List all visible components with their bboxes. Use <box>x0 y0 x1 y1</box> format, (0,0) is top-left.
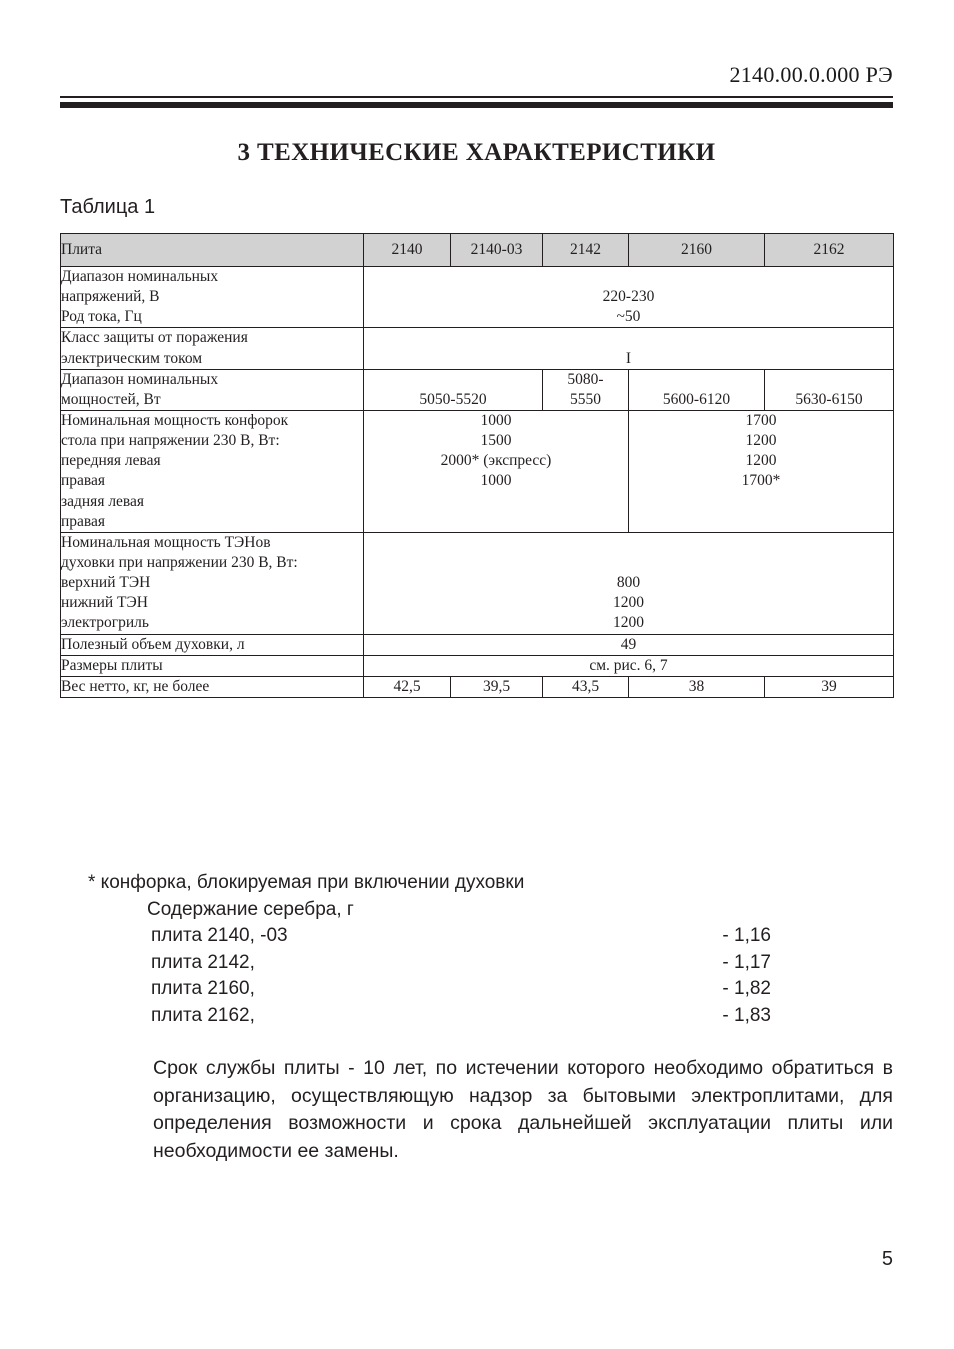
table-row <box>61 328 894 369</box>
row-value-protection-class: I <box>364 328 894 369</box>
row-value-voltage-range <box>364 267 894 328</box>
row-label-voltage-range <box>61 267 364 328</box>
row-value-hotplate-left-group <box>364 410 629 532</box>
label-line: мощностей, Вт <box>61 390 161 408</box>
silver-item-value: - 1,83 <box>722 1004 771 1026</box>
label-line: Диапазон номинальных <box>61 370 219 388</box>
row-value-oven-heater-power <box>364 532 894 634</box>
table-row <box>61 369 894 410</box>
document-code: 2140.00.0.000 РЭ <box>729 62 893 87</box>
table-row <box>61 532 894 634</box>
label-line: стола при напряжении 230 В, Вт: <box>61 432 280 450</box>
row-value-power-range-2140-group: 5050-5520 <box>364 369 543 410</box>
value-line: 1200 <box>613 594 644 612</box>
label-line: духовки при напряжении 230 В, Вт: <box>61 553 298 571</box>
footnote-block <box>88 870 888 1030</box>
row-label-protection-class <box>61 328 364 369</box>
row-value-oven-volume: 49 <box>364 634 894 655</box>
row-label-net-weight: Вес нетто, кг, не более <box>61 676 364 697</box>
table-row <box>61 267 894 328</box>
row-label-power-range <box>61 369 364 410</box>
row-value-net-weight-2142: 43,5 <box>543 676 629 697</box>
value-line: 2000* (экспресс) <box>440 452 552 470</box>
row-value-net-weight-2140: 42,5 <box>364 676 451 697</box>
list-item <box>151 1003 771 1030</box>
closing-paragraph: Срок службы плиты - 10 лет, по истечении которого необходимо обратиться в организацию, осуществляющую надзор за бытовыми электроплитами, для определения возможности и срока дальнейшей эксплуатации плиты или необходимости ее замены. <box>153 1057 893 1163</box>
row-value-power-range-2142 <box>543 369 629 410</box>
table-header-model-2140-03: 2140-03 <box>451 234 543 267</box>
footnote-asterisk-note: * конфорка, блокируемая при включении духовки <box>88 872 525 893</box>
silver-content-list <box>151 923 771 1029</box>
row-value-net-weight-2160: 38 <box>629 676 765 697</box>
table-header-model-2162: 2162 <box>765 234 894 267</box>
label-line: задняя левая <box>61 492 145 510</box>
value-line: 5080- <box>567 370 604 388</box>
table-header-label: Плита <box>61 234 364 267</box>
value-line: 1200 <box>613 614 644 632</box>
value-line: 1500 <box>480 432 512 450</box>
table-row <box>61 410 894 532</box>
label-line: верхний ТЭН <box>61 574 151 592</box>
row-value-net-weight-2162: 39 <box>765 676 894 697</box>
table-header-model-2160: 2160 <box>629 234 765 267</box>
silver-item-label: плита 2162, <box>151 1004 255 1026</box>
value-line: ~50 <box>616 308 641 326</box>
silver-item-value: - 1,17 <box>722 951 771 973</box>
label-line: электрическим током <box>61 349 203 367</box>
row-value-net-weight-2140-03: 39,5 <box>451 676 543 697</box>
page-number: 5 <box>881 1248 893 1270</box>
label-line: Род тока, Гц <box>61 308 142 326</box>
page-title: 3 ТЕХНИЧЕСКИЕ ХАРАКТЕРИСТИКИ <box>237 139 716 166</box>
list-item <box>151 923 771 950</box>
value-line: 1700 <box>745 411 777 429</box>
label-line: электрогриль <box>61 614 149 632</box>
label-line: напряжений, В <box>61 288 160 306</box>
value-line: 220-230 <box>602 288 655 306</box>
label-line: Номинальная мощность конфорок <box>61 411 289 429</box>
specifications-table <box>60 233 894 698</box>
table-header-model-2142: 2142 <box>543 234 629 267</box>
label-line: передняя левая <box>61 452 161 470</box>
silver-item-label: плита 2142, <box>151 951 255 973</box>
label-line: Диапазон номинальных <box>61 268 219 285</box>
header-rule-thin <box>60 96 893 98</box>
table-header-row <box>61 234 894 267</box>
label-line: правая <box>61 472 106 490</box>
value-line: 1000 <box>480 472 512 490</box>
label-line: Номинальная мощность ТЭНов <box>61 533 271 551</box>
silver-item-value: - 1,82 <box>722 978 771 1000</box>
list-item <box>151 950 771 977</box>
label-line: Класс защиты от поражения <box>61 329 248 347</box>
row-value-dimensions: см. рис. 6, 7 <box>364 655 894 676</box>
running-header <box>60 62 893 88</box>
header-rule-thick <box>60 102 893 108</box>
value-line: 5550 <box>570 390 601 408</box>
value-line: 1700* <box>741 472 781 490</box>
row-value-power-range-2162: 5630-6150 <box>765 369 894 410</box>
list-item <box>151 976 771 1003</box>
table-row <box>61 676 894 697</box>
silver-content-heading: Содержание серебра, г <box>147 898 354 920</box>
table-row <box>61 634 894 655</box>
row-label-oven-heater-power <box>61 532 364 634</box>
row-label-dimensions: Размеры плиты <box>61 655 364 676</box>
value-line: 800 <box>616 574 641 592</box>
value-line: 1200 <box>745 452 777 470</box>
label-line: нижний ТЭН <box>61 594 148 612</box>
value-line: 1000 <box>480 411 512 429</box>
silver-item-value: - 1,16 <box>722 925 771 947</box>
table-row <box>61 655 894 676</box>
value-line: 1200 <box>745 432 777 450</box>
silver-item-label: плита 2140, -03 <box>151 925 288 947</box>
table-caption: Таблица 1 <box>60 196 156 218</box>
row-label-oven-volume: Полезный объем духовки, л <box>61 634 364 655</box>
label-line: правая <box>61 512 106 530</box>
row-value-power-range-2160: 5600-6120 <box>629 369 765 410</box>
silver-item-label: плита 2160, <box>151 978 255 1000</box>
table-header-model-2140: 2140 <box>364 234 451 267</box>
row-value-hotplate-right-group <box>629 410 894 532</box>
row-label-hotplate-power <box>61 410 364 532</box>
